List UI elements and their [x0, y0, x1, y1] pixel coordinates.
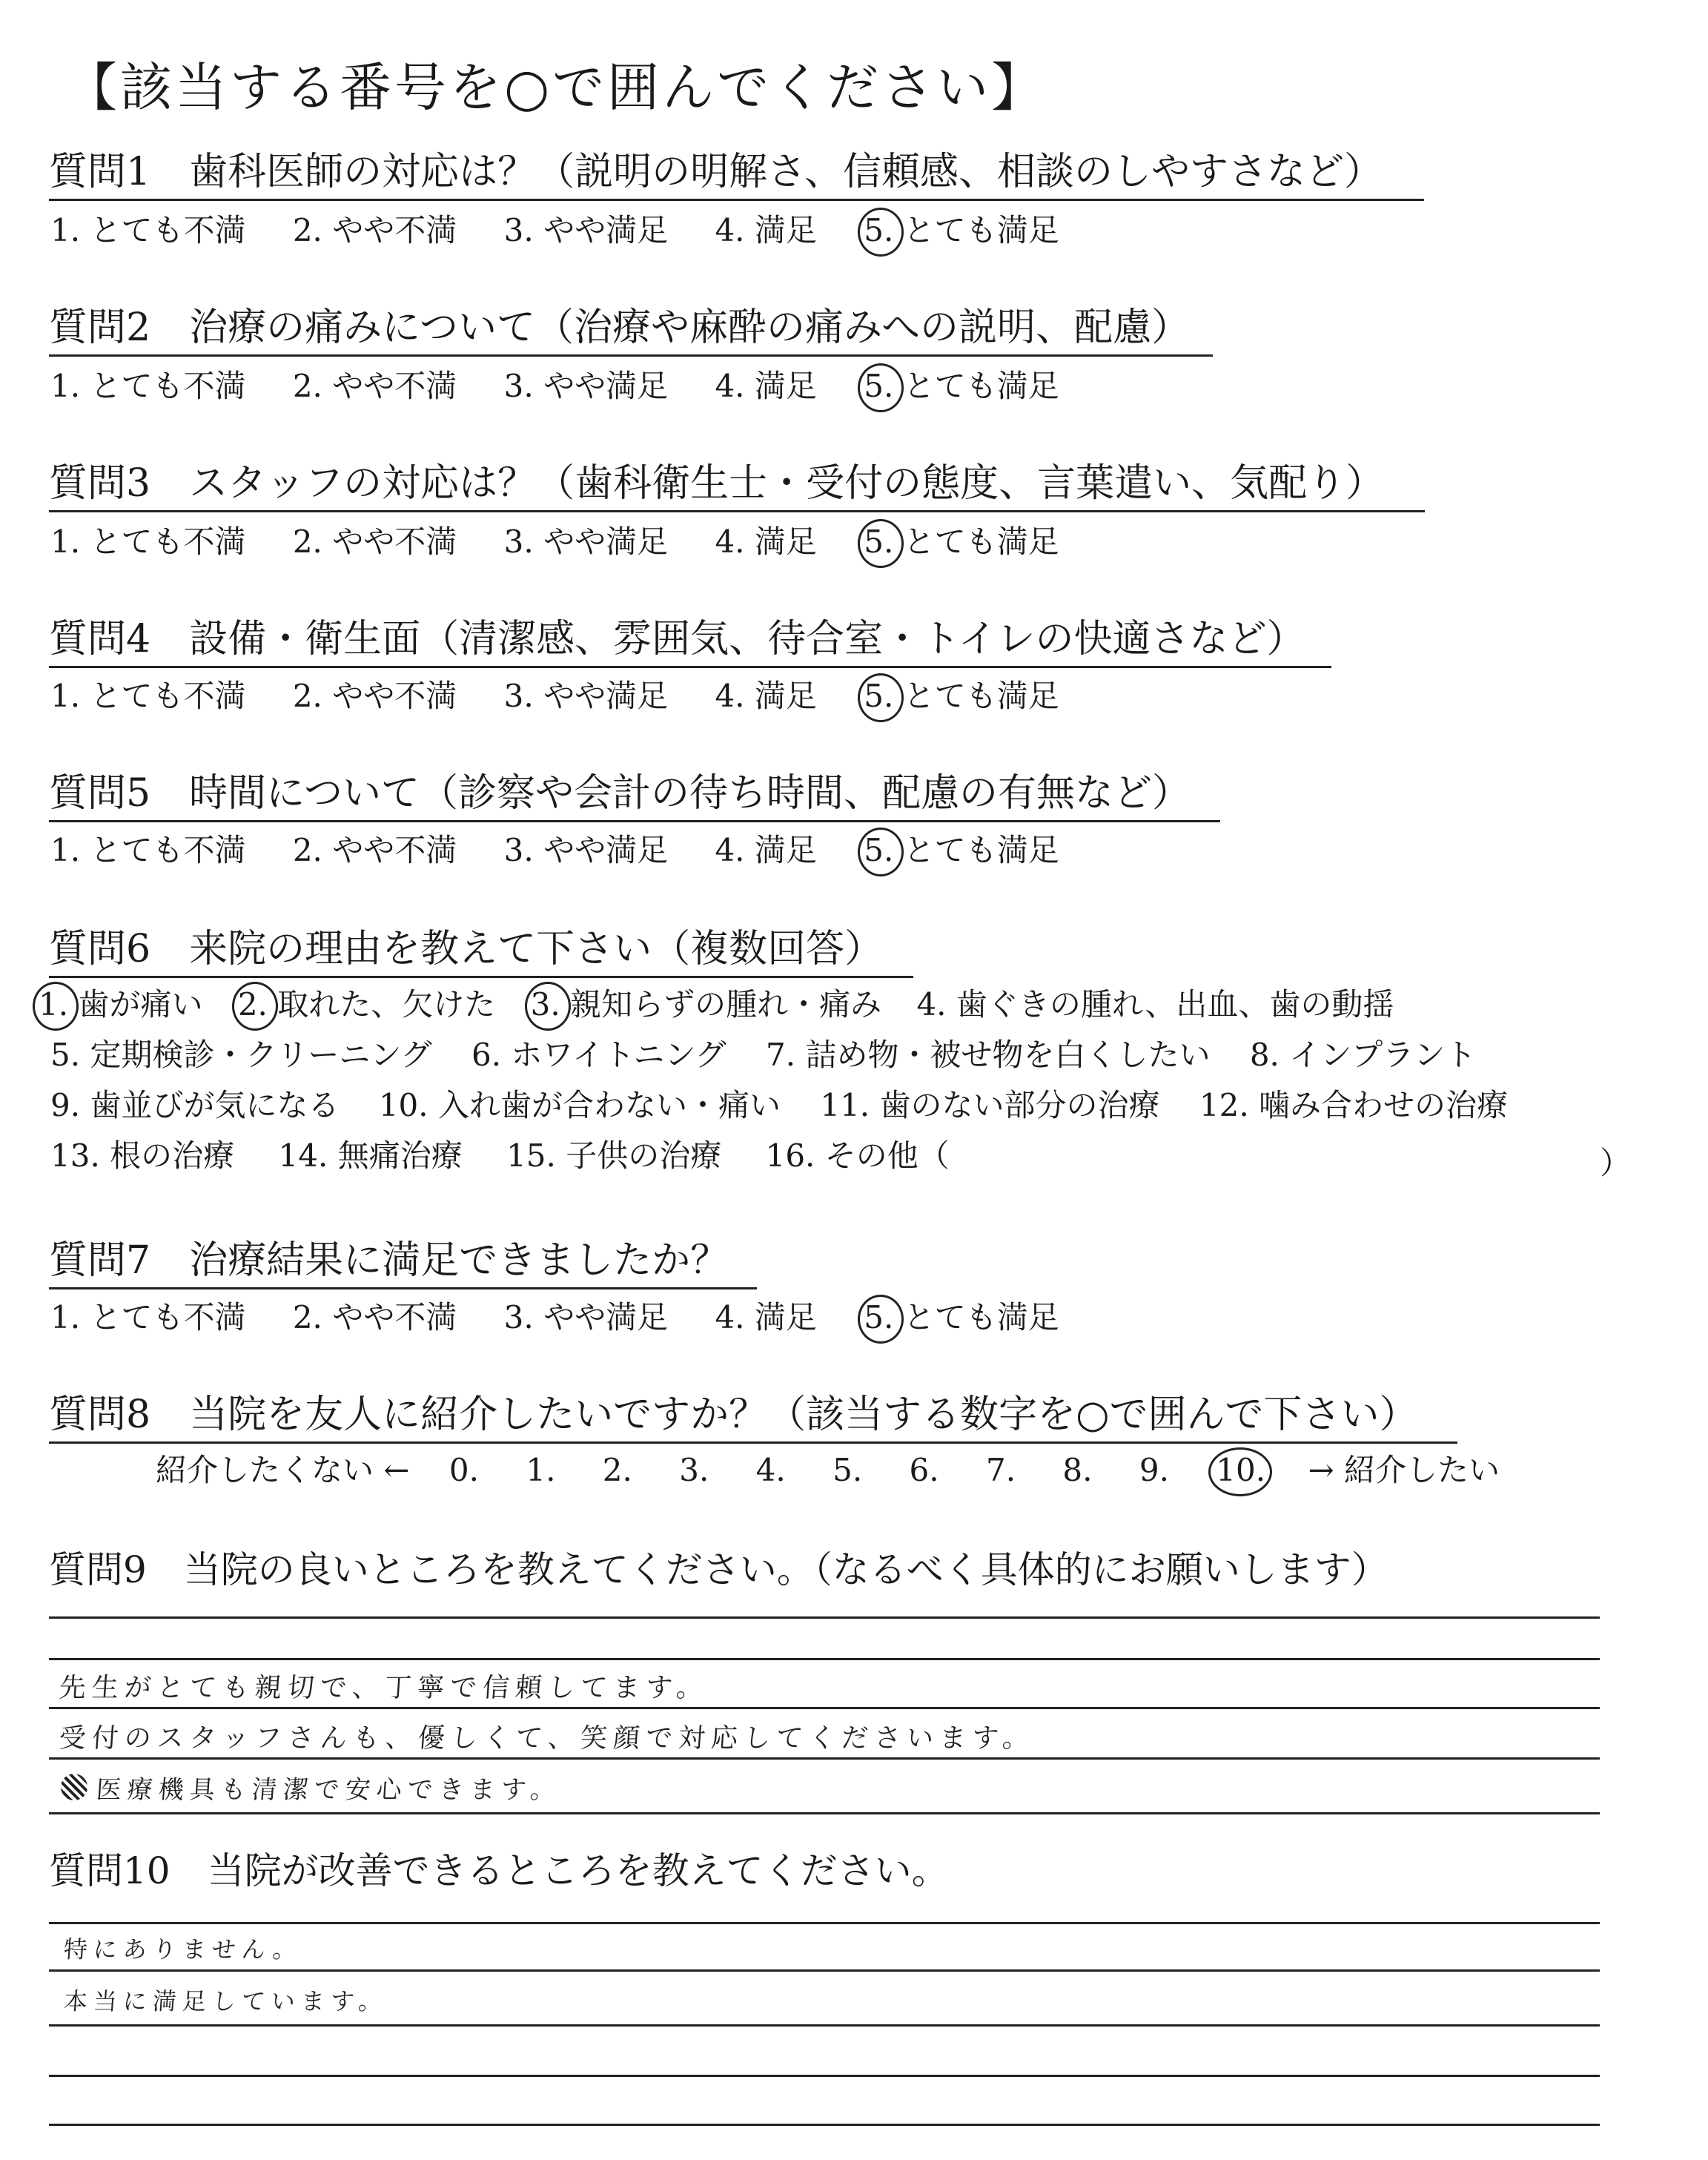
- scale-right-label: → 紹介したい: [1308, 1452, 1500, 1488]
- answer-line: [49, 1969, 1600, 1972]
- q9-answer-line-3: 医療機具も清潔で安心できます。: [95, 1775, 563, 1805]
- question-5-options: 1. とても不満 2. やや不満 3. やや満足 4. 満足 5. とても満足: [50, 832, 1059, 868]
- question-4-options: 1. とても不満 2. やや不満 3. やや満足 4. 満足 5. とても満足: [50, 678, 1059, 714]
- answer-line: [49, 1616, 1600, 1619]
- answer-line: [49, 2075, 1600, 2077]
- question-6-row-3: [50, 1087, 1509, 1123]
- q10-answer-line-2: 本当に満足しています。: [62, 1987, 389, 2015]
- page-title: 【該当する番号を○で囲んでください】: [65, 57, 1047, 118]
- question-7-heading: 質問7 治療結果に満足できましたか？: [49, 1241, 757, 1289]
- selected-option-5[interactable]: 5. とても満足: [864, 212, 1059, 248]
- question-8-scale: 紹介したくない ← 0. 1. 2. 3. 4. 5. 6. 7. 8. 9. 10. → 紹介したい: [156, 1452, 1500, 1488]
- reason-option-5[interactable]: 5. 定期検診・クリーニング: [50, 1037, 432, 1073]
- selected-scale-10[interactable]: 10.: [1216, 1452, 1266, 1488]
- reason-option-2[interactable]: 2. 取れた、欠けた: [237, 986, 496, 1023]
- question-6-row-1: [39, 986, 1394, 1023]
- selected-option-5[interactable]: 5. とても満足: [864, 678, 1059, 714]
- question-9-heading: 質問9 当院の良いところを教えてください。（なるべく具体的にお願いします）: [49, 1548, 1388, 1591]
- question-3-heading: 質問3 スタッフの対応は？（歯科衛生士・受付の態度、言葉遣い、気配り）: [49, 464, 1425, 512]
- answer-line: [49, 1707, 1600, 1709]
- selected-option-5[interactable]: 5. とても満足: [864, 524, 1059, 560]
- selected-option-5[interactable]: 5. とても満足: [864, 1299, 1059, 1335]
- q9-answer-line-3-wrap: [62, 1771, 92, 1803]
- question-2-heading: 質問2 治療の痛みについて（治療や麻酔の痛みへの説明、配慮）: [49, 308, 1213, 357]
- q9-answer-line-2: 受付のスタッフさんも、優しくて、笑顔で対応してくださいます。: [58, 1723, 1036, 1754]
- other-close-paren: ）: [1600, 1145, 1632, 1181]
- answer-line: [49, 1812, 1600, 1814]
- selected-option-5[interactable]: 5. とても満足: [864, 832, 1059, 868]
- reason-option-15[interactable]: 15. 子供の治療: [506, 1137, 722, 1174]
- reason-option-1[interactable]: 1. 歯が痛い: [39, 986, 203, 1023]
- reason-option-7[interactable]: 7. 詰め物・被せ物を白くしたい: [766, 1037, 1211, 1073]
- question-4-heading: 質問4 設備・衛生面（清潔感、雰囲気、待合室・トイレの快適さなど）: [49, 620, 1331, 668]
- q10-answer-line-1: 特にありません。: [62, 1935, 304, 1964]
- reason-option-10[interactable]: 10. 入れ歯が合わない・痛い: [378, 1087, 781, 1123]
- question-2-options: 1. とても不満 2. やや不満 3. やや満足 4. 満足 5. とても満足: [50, 368, 1059, 404]
- q9-answer-line-1: 先生がとても親切で、丁寧で信頼してます。: [58, 1673, 710, 1703]
- question-6-heading: 質問6 来院の理由を教えて下さい（複数回答）: [49, 930, 913, 978]
- answer-line: [49, 1757, 1600, 1760]
- answer-line: [49, 2124, 1600, 2126]
- answer-line: [49, 1658, 1600, 1660]
- answer-line: [49, 2024, 1600, 2027]
- question-6-row-2: [50, 1037, 1477, 1073]
- question-1-options: 1. とても不満 2. やや不満 3. やや満足 4. 満足 5. とても満足: [50, 212, 1059, 248]
- question-7-options: 1. とても不満 2. やや不満 3. やや満足 4. 満足 5. とても満足: [50, 1299, 1059, 1335]
- question-6-row-4: [50, 1137, 950, 1174]
- reason-option-11[interactable]: 11. 歯のない部分の治療: [820, 1087, 1160, 1123]
- scale-left-label: 紹介したくない ←: [156, 1452, 410, 1488]
- reason-option-3[interactable]: 3. 親知らずの腫れ・痛み: [530, 986, 882, 1023]
- reason-option-6[interactable]: 6. ホワイトニング: [471, 1037, 726, 1073]
- question-5-heading: 質問5 時間について（診察や会計の待ち時間、配慮の有無など）: [49, 774, 1220, 822]
- scribble-mark: [62, 1771, 92, 1800]
- answer-line: [49, 1922, 1600, 1924]
- reason-option-14[interactable]: 14. 無痛治療: [278, 1137, 463, 1174]
- reason-option-9[interactable]: 9. 歯並びが気になる: [50, 1087, 340, 1123]
- question-3-options: 1. とても不満 2. やや不満 3. やや満足 4. 満足 5. とても満足: [50, 524, 1059, 560]
- selected-option-5[interactable]: 5. とても満足: [864, 368, 1059, 404]
- reason-option-16[interactable]: 16. その他（: [765, 1137, 950, 1174]
- question-10-heading: 質問10 当院が改善できるところを教えてください。: [49, 1849, 949, 1892]
- reason-option-12[interactable]: 12. 噛み合わせの治療: [1199, 1087, 1509, 1123]
- reason-option-4[interactable]: 4. 歯ぐきの腫れ、出血、歯の動揺: [916, 986, 1394, 1023]
- question-8-heading: 質問8 当院を友人に紹介したいですか？（該当する数字を○で囲んで下さい）: [49, 1396, 1457, 1444]
- reason-option-8[interactable]: 8. インプラント: [1249, 1037, 1477, 1073]
- question-1-heading: 質問1 歯科医師の対応は？（説明の明解さ、信頼感、相談のしやすさなど）: [49, 153, 1424, 201]
- reason-option-13[interactable]: 13. 根の治療: [50, 1137, 235, 1174]
